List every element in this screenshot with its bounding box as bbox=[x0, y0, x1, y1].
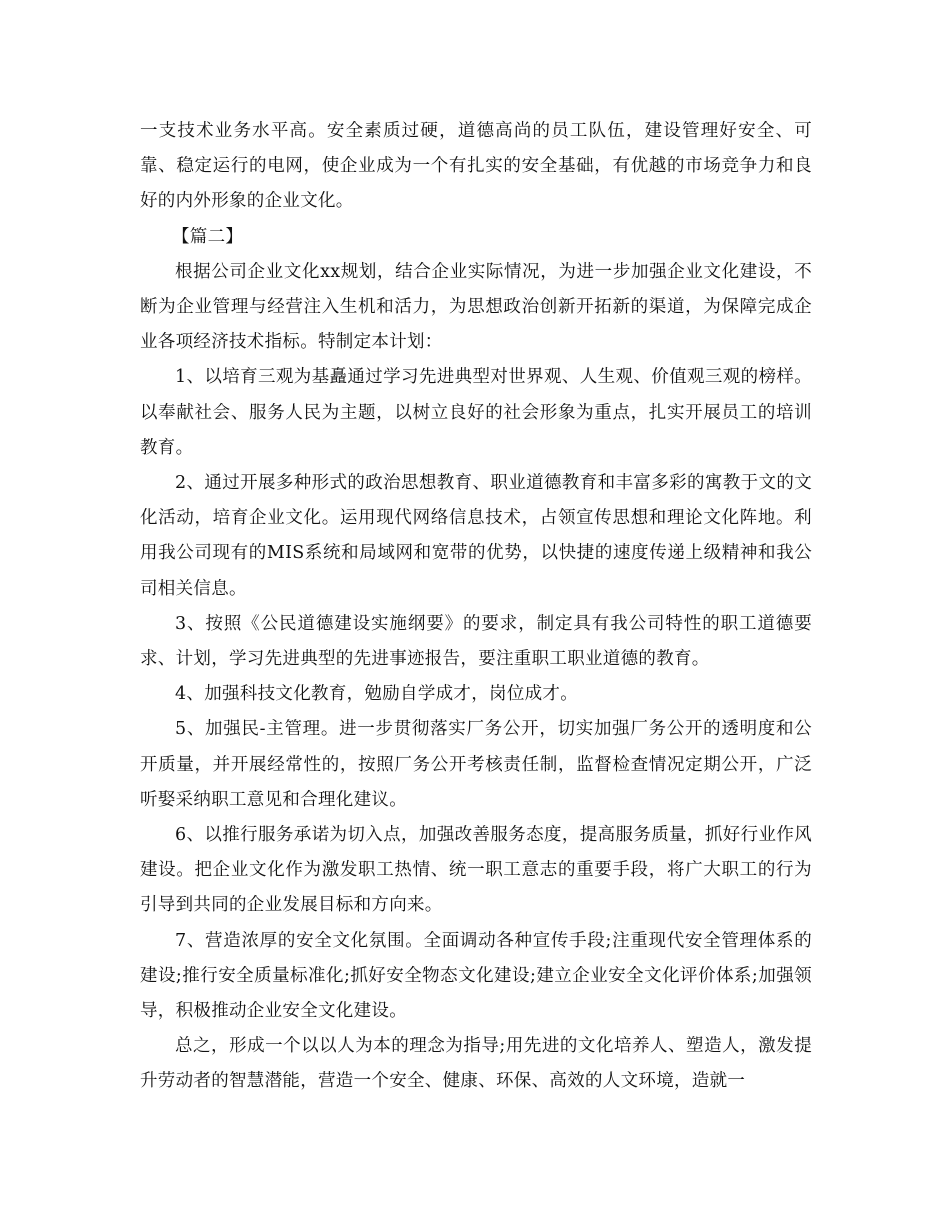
list-item-2: 2、通过开展多种形式的政治思想教育、职业道德教育和丰富多彩的寓教于文的文化活动，培育企业文化。运用现代网络信息技术，占领宣传思想和理论文化阵地。利用我公司现有的MIS系统和局域网和宽带的优势，以快捷的速度传递上级精神和我公司相关信息。 bbox=[140, 473, 812, 599]
list-item-1: 1、以培育三观为基矗通过学习先进典型对世界观、人生观、价值观三观的榜样。以奉献社会、服务人民为主题，以树立良好的社会形象为重点，扎实开展员工的培训教育。 bbox=[140, 367, 812, 458]
list-item-3: 3、按照《公民道德建设实施纲要》的要求，制定具有我公司特性的职工道德要求、计划，学习先进典型的先进事迹报告，要注重职工职业道德的教育。 bbox=[140, 613, 812, 670]
paragraph-conclusion: 总之，形成一个以以人为本的理念为指导;用先进的文化培养人、塑造人，激发提升劳动者的智慧潜能，营造一个安全、健康、环保、高效的人文环境，造就一 bbox=[140, 1036, 812, 1092]
paragraph-intro: 根据公司企业文化xx规划，结合企业实际情况，为进一步加强企业文化建设，不断为企业管理与经营注入生机和活力，为思想政治创新开拓新的渠道，为保障完成企业各项经济技术指标。特制定本计划： bbox=[140, 261, 812, 353]
list-item-6: 6、以推行服务承诺为切入点，加强改善服务态度，提高服务质量，抓好行业作风建设。把企业文化作为激发职工热情、统一职工意志的重要手段，将广大职工的行为引导到共同的企业发展目标和方向来。 bbox=[140, 825, 812, 916]
section-heading: 【篇二】 bbox=[172, 226, 244, 247]
paragraph-continuation: 一支技术业务水平高。安全素质过硬，道德高尚的员工队伍，建设管理好安全、可靠、稳定运行的电网，使企业成为一个有扎实的安全基础，有优越的市场竞争力和良好的内外形象的企业文化。 bbox=[140, 121, 812, 212]
list-item-7: 7、营造浓厚的安全文化氛围。全面调动各种宣传手段;注重现代安全管理体系的建设;推行安全质量标准化;抓好安全物态文化建设;建立企业安全文化评价体系;加强领导，积极推动企业安全文化建设。 bbox=[140, 930, 812, 1022]
list-item-4: 4、加强科技文化教育，勉励自学成才，岗位成才。 bbox=[175, 684, 579, 705]
document-body bbox=[140, 114, 812, 1100]
list-item-5: 5、加强民-主管理。进一步贯彻落实厂务公开，切实加强厂务公开的透明度和公开质量，并开展经常性的，按照厂务公开考核责任制，监督检查情况定期公开，广泛听娶采纳职工意见和合理化建议。 bbox=[140, 719, 812, 810]
